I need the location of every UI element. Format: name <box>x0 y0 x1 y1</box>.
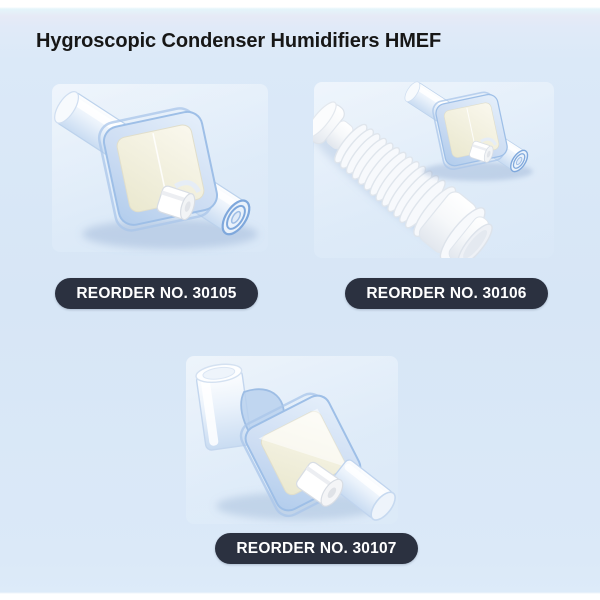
reorder-badge-label: REORDER NO. 30106 <box>366 284 527 302</box>
reorder-badge-30106[interactable] <box>345 278 548 309</box>
reorder-badge-label: REORDER NO. 30107 <box>236 539 397 557</box>
product-image-hme-filter-30105 <box>50 86 285 256</box>
reorder-badge-30107[interactable] <box>215 533 418 564</box>
reorder-badge-30105[interactable] <box>55 278 258 309</box>
product-image-hme-filter-catheter-mount-30106 <box>313 80 555 258</box>
product-image-tracheostomy-hme-filter-30107 <box>188 358 396 528</box>
page-title: Hygroscopic Condenser Humidifiers HMEF <box>36 30 442 52</box>
reorder-badge-label: REORDER NO. 30105 <box>76 284 237 302</box>
